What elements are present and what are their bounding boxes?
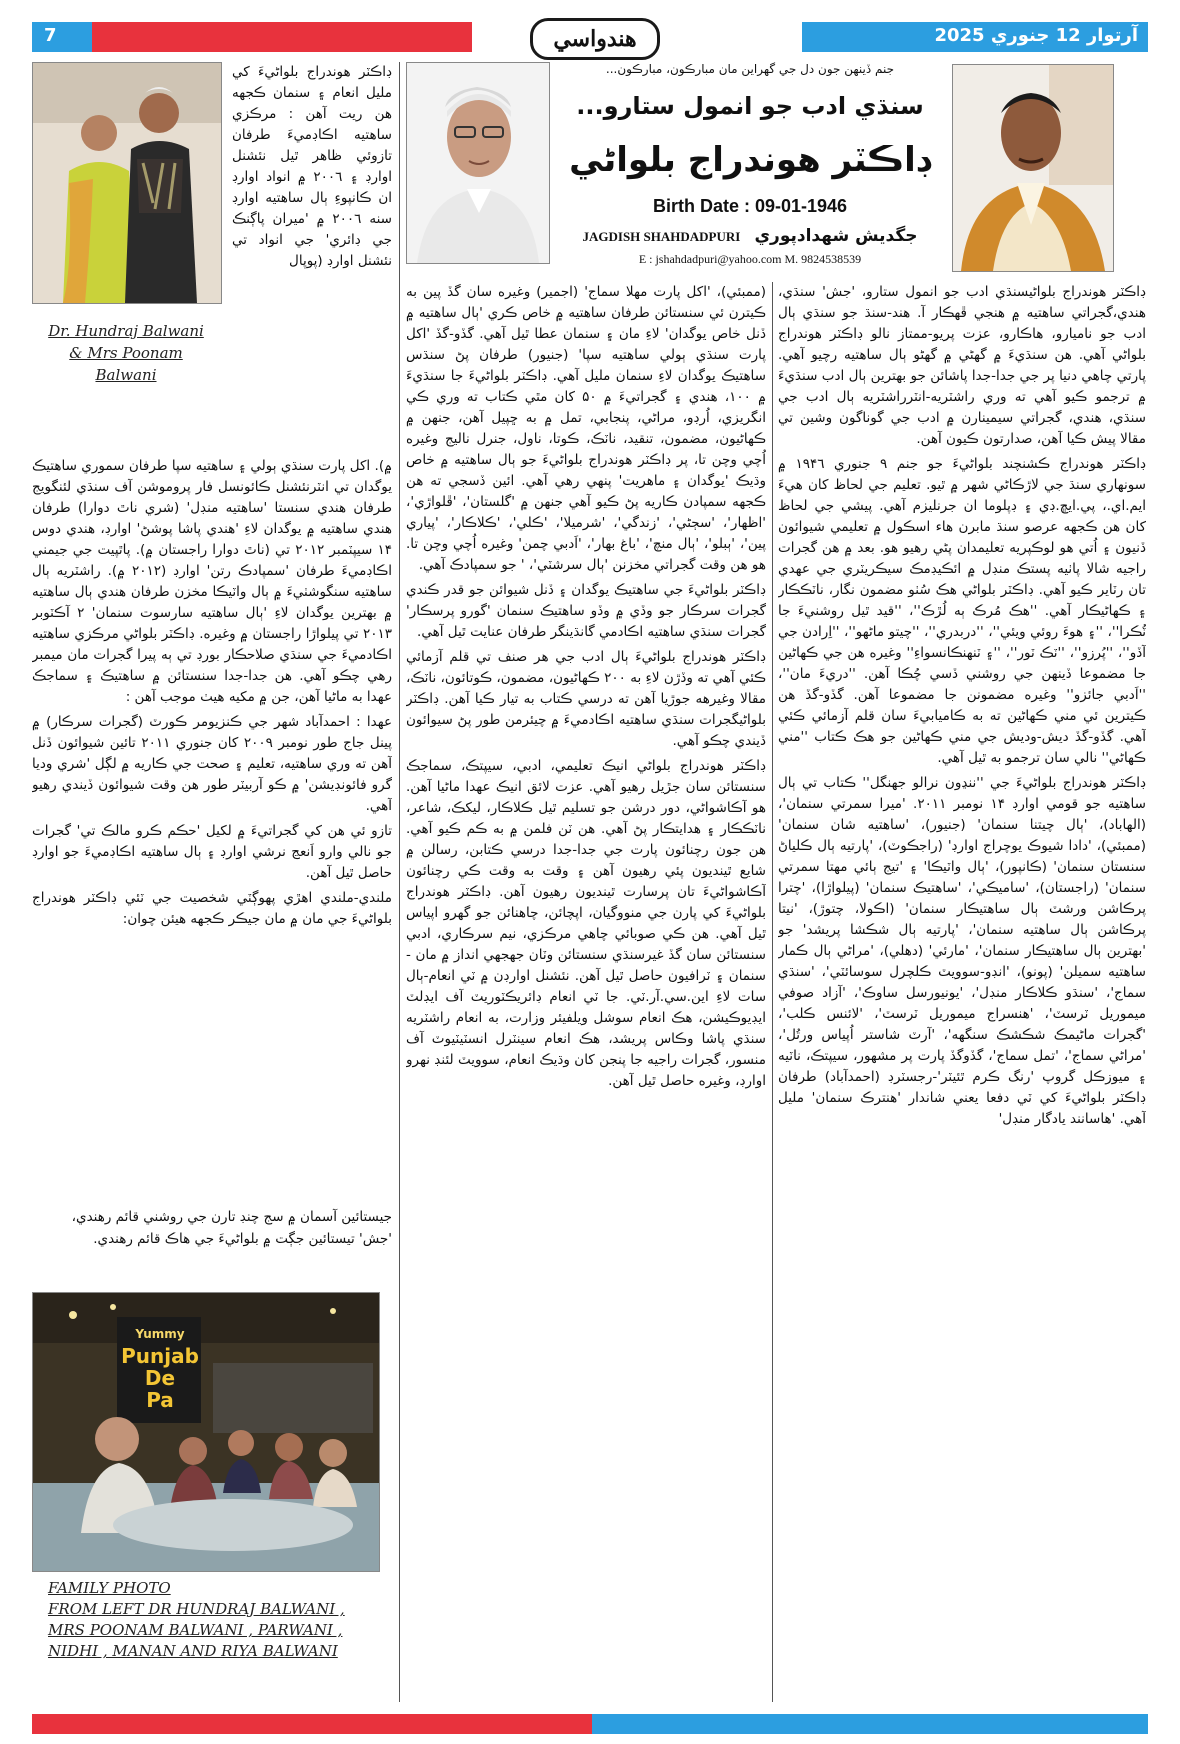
article-column-middle	[406, 282, 766, 1712]
family-caption-line4: NIDHI , MANAN AND RIYA BALWANI	[48, 1642, 338, 1660]
couple-caption-line3: Balwani	[95, 366, 157, 384]
footer-blue-band	[592, 1714, 1148, 1734]
birth-date: Birth Date : 09-01-1946	[652, 196, 848, 216]
closing-verse	[32, 1206, 392, 1250]
paragraph: ڊاڪٽر هوندراج ڪشنچند بلواڻيءَ جو جنم ۹ جنوري ۱۹۴٦ ۾ سونهاري سنڌ جي لاڙڪاڻي شهر ۾ ٿيو. تعليم جي لحاظ کان هيءَ ايم.اي.، پي.ايڇ.ڊي ۽ ڊپلوما ان جرنليزم آهي. پيشي جي لحاظ کان هن ڪجهه عرصو سنڌ مابرن هاء اسڪول ۾ تعليمي شيوائون ڏنيون ۽ اُتي هو لوڪپريه تعليمدان پڻي رهيو هو. بعد ۾ هن گجرات راجيه شالا پاٺيه پستڪ منڊل ۾ ائڪيڊمڪ سيڪريٽري جي عهدي تان رٽاير ڪيو آهي. ڊاڪٽر بلواڻي هڪ سُٺو مضمون نگار، ناٽڪڪار ۽ ڪهاڻيڪار آهي. ''هڪ مُرڪ ٻه لُڙڪ''، ''قيد ٿيل روشنيءَ جا ٽُڪرا''، ''۽ هوءَ روئي ويئي''، ''دربدري''، ''چيتو ماڻهو''، ''اِرادن جي آڏو''، ''پُرزو''، ''ٽڪ ٽور''، ''۽ ٽنهنڪانسواءِ'' وغيره هن جي ڪهاڻين جا مضموعا ڏينهن جي روشني ڏسي چُڪا آهن. ''دريءَ مان''، ''اَدبي جائزو'' وغيره مضمونن جا مضموعا آهن. گڏو-گڏ هن ڪيترين ئي مني ڪهاڻين ته به ڪاميابيءَ سان قلم آزمائي ڪئي آهي. گڏو-گڏ ديش-وديش جي مني ڪهاڻين جو هڪ ڪتاب ''مني ڪهاڻي'' نالي سان ترجمو به ٿيل آهي.	[778, 456, 1146, 766]
masthead-logo	[530, 18, 660, 60]
paragraph: ڊاڪٽر هوندراج بلواڻيءَ جي ''ننڍون نرالو جهنگل'' ڪتاب تي ٻال ساهتيه جو قومي اوارڊ ۱۴ نومبر ۲۰۱۱. 'ميرا سمرتي سنمان'، (الهاباد)، 'ٻال چيتنا سنمان' (جنيور)، 'ساهتيه شان سنمان' (ممبئي)، 'دادا شيوڪ يوچراج اوارڊ' (راجڪوٽ)، 'پارتيه ٻال ڪلياڻ سنستان سنمان' (ڪانپور)، 'ٻال واٽيڪا' ۽ 'تيج ٻائي مهتا سمرتي سنمان' (راجستان)، 'ساميڪي'، 'ساهتيڪ سنمان' (پيلواڙا)، 'چترا پرڪاشن ورشٽ ٻال ساهتيڪار سنمان' (اڪولا، چتوڙ)، 'نيتا پرڪاشن ٻال ساهتيه سنمان'، 'پارتيه ٻال شڪشا پريشد' جو 'بهترين ٻال ساهتيڪار سنمان'، 'مارئي' (دهلي)، 'مراڻي ٻال ڪمار ساهتيه سميلن' (پونو)، 'انڊو-سوويٽ ڪلچرل سوسائٽي'، 'سنڌي سماج'، 'سنڌو ڪلاڪار منڊل'، 'يونيورسل ساوڪ'، 'آزاد صوفي ميموريل ٽرسٽ'، 'هنسراج ميموريل ٽرسٽ'، 'لائنس ڪلب'، 'گجرات ماڻيمڪ شڪشڪ سنگهه'، 'آرٽ شاستر اُپياس ورتُل'، 'مراڻي سماج'، 'تمل سماج'، گڏوگڏ پارت پر مشهور، سيپتڪ، ناٽيه ۽ ميوزڪل گروپ 'رنگ ڪرم ٿئيٽر'-رجسٽرڊ (احمدآباد) طرفان ڊاڪٽر بلواڻيءَ کي ٽي دفعا يعني شاندار 'هنترڪ سنمان' مليل آهي. 'هاسانند يادگار منڊل'	[778, 775, 1146, 1127]
family-photo	[32, 1292, 380, 1572]
paragraph: ملندي-ملندي اهڙي پهوڳٽي شخصيت جي ٽئي ڊاڪٽر هوندراج بلواڻيءَ جي مان ۾ مان جيڪر ڪجهه هيئن چوان:	[32, 890, 392, 927]
sign-line2: Punjab	[121, 1344, 199, 1368]
paragraph: ڊاڪٽر هوندراج بلواڻيسنڌي ادب جو انمول ستارو، 'جش' سنڌي، هندي،گجراتي ساهتيه ۾ هنجي ڦهڪار آ. هند-سنڌ جو سنڌي ٻال ادب جو ناميارو، هاڪارو، عزت پريو-ممتاز نالو ڊاڪٽر هوندراج بلواڻي آهي. هن سنڌيءَ ۾ گهڻي ۾ گهڻو ٻال ساهتيه رچيو آهي. پارتي چاهي دنيا پر جي جدا-جدا پاشائن جو بهترين ٻال ادب سنڌيءَ ۾ ترجمو ڪيو آهي ته وري راشٽريه-انٽرراشٽريه ٻال ادب جي سنڌي، هندي، گجراتي سيمينارن ۾ ادب جي گوناگون وشين تي مقالا پيش ڪيا آهن، صدارتون ڪيون آهن.	[778, 284, 1146, 447]
feature-tagline: جنم ڏينهن جون دل جي گهراين مان مبارڪون، مبارڪون...	[605, 62, 895, 76]
masthead-text: هندواسي	[553, 26, 637, 52]
author-byline	[560, 226, 940, 246]
header-red-band	[32, 22, 472, 52]
couple-caption	[32, 320, 220, 386]
sign-line4: Pa	[146, 1388, 174, 1412]
footer-red-band	[32, 1714, 592, 1734]
portrait-author-photo	[952, 64, 1114, 272]
column-divider	[399, 62, 400, 1702]
portrait-author-art	[953, 65, 1113, 271]
page-header	[32, 22, 1148, 52]
verse-line2: 'جش' تيستائين جڳت ۾ بلواڻيءَ جي هاڪ قائم رهندي.	[93, 1231, 392, 1247]
sign-line3: De	[144, 1366, 176, 1390]
page-number: 7	[44, 25, 57, 46]
restaurant-sign	[121, 1323, 199, 1411]
paragraph: (ممبئي)، 'اکل پارت مهلا سماج' (اجمير) وغيره سان گڏ پين به ڪيترن ئي سنستائن طرفان ساهتيه ۾ خاص ڪري 'ٻال ساهتيه ۾ ڏنل خاص يوگدان' لاءِ مان ۽ سنمان عطا ٿيل آهي. گڏو-گڏ 'اکل پارت سنڌي ٻولي ساهتيه سپا' (جنيور) طرفان پڻ سنڌس ساهتيڪ يوگدان لاءِ سنمان مليل آهي. ڊاڪٽر بلواڻيءَ جا سنڌيءَ ۾ ۱۰۰، هندي ۽ گجراتيءَ ۾ ۵۰ کان مٿي ڪتاب ته وري ڪي انگريزي، اُرڊو، مراڻي، پنجابي، تمل ۾ به ڇپيل آهن، جنهن ۾ ڪهاڻيون، مضمون، تنقيد، ناٽڪ، ڪوتا، ناول، جنرل ناليج وغيره اُچي وچن تا، پر ڊاڪٽر هوندراج بلواڻيءَ جو ٻال ساهتيه ۾ خاص وڌيڪ 'يوگدان ۽ ماهريت' پنهي رهي آهي. ائين ڏسجي ته هن ڪجهه سمپادن ڪاريه پڻ ڪيو آهي جنهن ۾ 'گلستان'، 'ڦلواڙي'، 'اظهار'، 'سڄڻي'، 'زندگي'، 'شرميلا'، 'ڪلي'، 'ڪلاڪار'، 'پياري پين'، 'ٻبلو'، 'ٻال منچ'، 'باغ بهار'، 'اَدبي چمن' وغيره اُچي وچن تا. هو هن وقت گجراتي مخزنن 'ٻال سرشٽي'، ' جو سمپادڪ آهي.	[406, 284, 766, 573]
family-caption-line3: MRS POONAM BALWANI , PARWANI ,	[48, 1621, 343, 1639]
feature-title-line2: ڊاڪٽر هوندراج بلواڻي	[569, 140, 931, 180]
header-blue-left	[32, 22, 92, 52]
author-name-sd: جگديش شهدادپوري	[754, 226, 918, 246]
author-contact: E : jshahdadpuri@yahoo.com M. 9824538539	[638, 252, 862, 266]
paragraph: عهدا : احمدآباد شهر جي ڪنزيومر ڪورٽ (گجرات سرڪار) ۾ پينل جاج طور نومبر ۲۰۰۹ کان جنوري ۲۰۱۱ تائين شيوائون ڏنل آهن ته وري ساهتيه، تعليم ۽ صحت جي ڪاريه ۾ لڳل 'شري وديا گرو فائونڊيشن' ۾ ڪو آربيٽر طور هن وقت شيوائون ڏيندي رهيو آهي.	[32, 714, 392, 814]
paragraph: ڊاڪٽر هوندراج بلواڻي انيڪ تعليمي، ادبي، سيپتڪ، سماجڪ سنستائن سان جڙيل رهيو آهي. عزت لائق انيڪ عهدا ماڻيا آهن. هو آڪاشواڻي، دور درشن جو تسليم ٿيل ڪلاڪار، ليکڪ، شاعر، ناٽڪڪار ۽ هدايتڪار پڻ آهي. هن ٽن فلمن ۾ به ڪم ڪيو آهي. هن جون رچنائون پارت جي جدا-جدا درسي ڪتابن، رسالن ۾ شايع ٿينديون پئي رهيون آهن ۽ وقت به وقت ڪي رچنائون آڪاشواڻيءَ تان پرسارت ٿينديون رهيون آهن. ڊاڪٽر هوندراج بلواڻيءَ کي پارن جي منووگيان، اپچائن، چاهنائن جو گهرو اپياس ٿيل آهي. هن ڪي صوبائي چاهي مرڪزي، نيم سرڪاري، ادبي سنستائن سان گڏ غيرسنڌي سنستائن وٽان جهجهي انداز ۾ مان - سنمان ۽ ٽرافيون حاصل ٿيل آهن. نئشنل اوارڊن ۾ ٽي انعام-ٻال سات لاءِ اين.سي.آر.ٽي. جا ٽي انعام ڊائريڪٽوريٽ آف ايڊلٽ ايڊيوڪيشن، هڪ انعام سوشل ويلفيئر وزارت، به انعام راشٽريه سنڌي پاشا وڪاس پريشد، هڪ انعام سينٽرل انسٽيٽيوٽ آف منسور، گجرات راجيه جا پنجن کان وڌيڪ انعام، سوويٽ لئنڊ نهرو اوارڊ، وغيره حاصل ٿيل آهن.	[406, 758, 766, 1089]
couple-caption-line2: & Mrs Poonam	[69, 344, 183, 362]
couple-caption-line1: Dr. Hundraj Balwani	[48, 322, 204, 340]
verse-line1: جيستائين آسمان ۾ سج چنڊ تارن جي روشني قائم رهندي،	[71, 1209, 392, 1225]
article-column-left-top	[232, 62, 392, 454]
family-caption	[48, 1578, 388, 1662]
paragraph: ڊاڪٽر هوندراج بلواڻيءَ کي مليل انعام ۽ سنمان ڪجهه هن ريت آهن : مرڪزي ساهتيه اڪاڊميءَ طرفان تازوئي ظاهر ٿيل نئشنل اوارڊ ۽ ۲۰۰٦ ۾ انواد اوارڊ ان ڪانپوءِ ٻال ساهتيه اوارڊ سنه ۲۰۰٦ ۾ 'ميران پاڳنڪ جي ڊائري' جي انواد تي نئشنل اوارڊ (پوپال	[232, 64, 392, 269]
family-photo-art	[33, 1293, 379, 1571]
header-date-text: آرتوار 12 جنوري	[990, 25, 1138, 46]
portrait-elder-photo	[406, 62, 550, 264]
header-year: 2025	[934, 25, 985, 46]
feature-title-line1: سنڌي ادب جو انمول ستارو...	[576, 92, 924, 120]
family-caption-line2: FROM LEFT DR HUNDRAJ BALWANI ,	[48, 1600, 345, 1618]
paragraph: ڊاڪٽر هوندراج بلواڻيءَ ٻال ادب جي هر صنف تي قلم آزمائي ڪئي آهي ته وڏڙن لاءِ به ۲۰۰ ڪهاڻيون، مضمون، ڪوتائون، ناٽڪ، مقالا وغيرهه جوڙيا آهن ته درسي ڪتاب به تيار ڪيا آهن. ڊاڪٽر بلواڻيگجرات سنڌي ساهتيه اڪادميءَ ۾ چيئرمن طور پڻ سيوائون ڏيندي چڪو آهي.	[406, 649, 766, 749]
couple-photo-art	[33, 63, 221, 303]
header-date	[920, 25, 1138, 46]
couple-photo	[32, 62, 222, 304]
family-caption-line1: FAMILY PHOTO	[48, 1579, 171, 1597]
column-divider	[772, 282, 773, 1702]
paragraph: ۾). اکل پارت سنڌي ٻولي ۽ ساهتيه سپا طرفان سموري ساهتيڪ يوگدان تي انٽرنئشنل ڪائونسل فار پروموشن آف سنڌي لئنگويج طرفان هندي سنستا 'ساهتيه منڊل' (شري ناٿ دوارا) طرفان هندي ساهتيه ۾ يوگدان لاءِ 'هندي پاشا پوشڻ' اوارڊ، هندي دوس ۱۴ سيپٽمبر ۲۰۱۲ تي (ناٿ دوارا راجستان ۾). پاٿپيت جي جيمني اڪاڊميءَ طرفان 'سمپادڪ رتن' اوارڊ (۲۰۱۲ ۾). راشٽريه ٻال ساهتيه سنگوشٺيءَ ۾ ٻال واٽيڪا مخزن طرفان هندي ٻال ساهتيه ۾ بهترين يوگدان لاءِ 'ٻال ساهتيه سارسوت سنمان' ۲ آڪٽوبر ۲۰۱۳ تي پيلواڙا راجستان ۾ وغيره. ڊاڪٽر بلواڻي مرڪزي ساهتيه اڪادميءَ جي سنڌي صلاحڪار بورڊ تي ٻه پيرا گجرات مان ميمبر رهي چڪو آهي. هن جدا-جدا سنستائن ۾ ساهتيڪ ۽ سماجڪ عهدا به ماڻيا آهن، جن ۾ مکيه هيٺ موجب آهن :	[32, 458, 392, 705]
author-name-en: JAGDISH SHAHDADPURI	[582, 229, 741, 244]
portrait-elder-art	[407, 63, 549, 263]
sign-line1: Yummy	[135, 1327, 185, 1341]
paragraph: تازو ئي هن کي گجراتيءَ ۾ لکيل 'حڪم ڪرو مالڪ تي' گجرات جو نالي وارو اَنعڃ نرشي اوارڊ ۽ ٻال ساهتيه اڪاڊميءَ جو اوارڊ حاصل ٿيل آهن.	[32, 823, 392, 881]
article-column-left	[32, 456, 392, 1274]
article-column-right	[778, 282, 1146, 1712]
paragraph: ڊاڪٽر بلواڻيءَ جي ساهتيڪ يوگدان ۽ ڏنل شيوائن جو قدر ڪندي گجرات سرڪار جو وڏي ۾ وڏو ساهتيڪ سنمان 'گورو پرسڪار' گجرات سنڌي ساهتيه اڪادمي گانڌينگر طرفان عنايت ٿيل آهي.	[406, 582, 766, 640]
